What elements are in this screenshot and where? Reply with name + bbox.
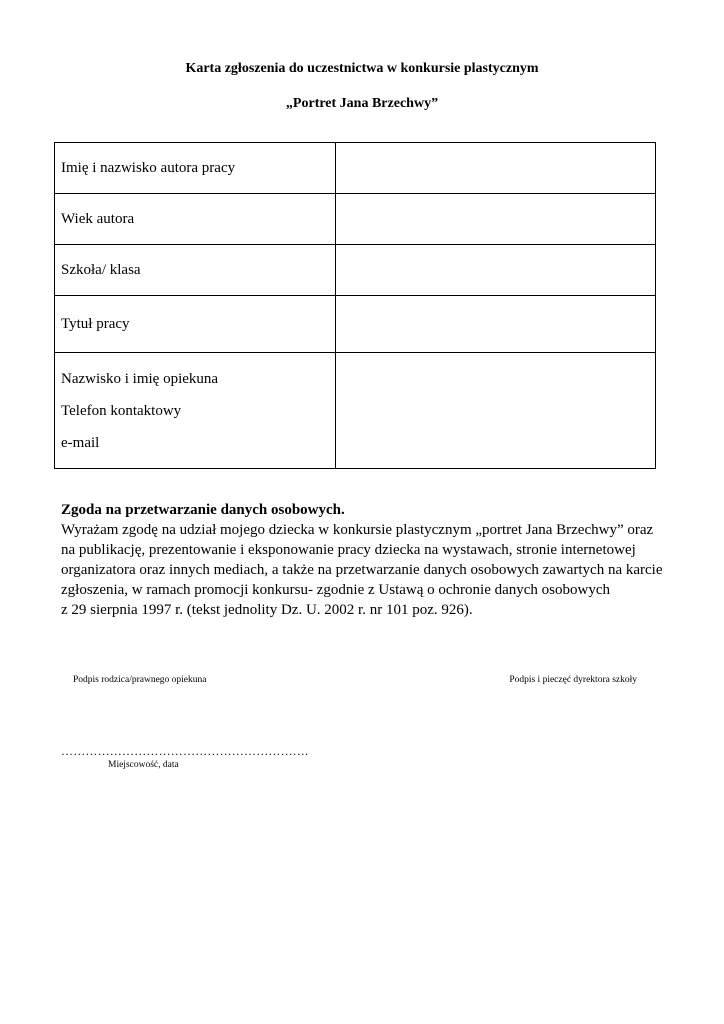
consent-text-line: na publikację, prezentowanie i eksponowanie pracy dziecka na wystawach, stronie internetowej — [61, 542, 636, 558]
phone-label: Telefon kontaktowy — [61, 402, 182, 419]
author-name-label: Imię i nazwisko autora pracy — [55, 143, 336, 194]
parent-signature-label: Podpis rodzica/prawnego opiekuna — [73, 675, 207, 685]
email-label: e-mail — [61, 434, 100, 451]
guardian-contact-labels — [55, 353, 336, 469]
consent-text-line: zgłoszenia, w ramach promocji konkursu- zgodnie z Ustawą o ochronie danych osobowych — [61, 582, 611, 598]
consent-text-line: Wyrażam zgodę na udział mojego dziecka w konkursie plastycznym „portret Jana Brzechwy” oraz — [61, 522, 654, 538]
contest-name: „Portret Jana Brzechwy” — [285, 96, 439, 111]
table-row — [55, 194, 656, 245]
work-title-label: Tytuł pracy — [55, 296, 336, 353]
table-row — [55, 296, 656, 353]
page-title: Karta zgłoszenia do uczestnictwa w konkursie plastycznym — [185, 61, 539, 76]
author-name-field[interactable] — [335, 143, 655, 194]
place-date-label: Miejscowość, data — [108, 760, 179, 770]
consent-heading: Zgoda na przetwarzanie danych osobowych. — [61, 502, 345, 518]
table-row — [55, 353, 656, 469]
author-age-field[interactable] — [335, 194, 655, 245]
place-date-line: ……………………………………………………. — [61, 744, 309, 758]
work-title-field[interactable] — [335, 296, 655, 353]
table-row — [55, 143, 656, 194]
consent-section — [61, 500, 661, 620]
guardian-name-label: Nazwisko i imię opiekuna — [61, 370, 219, 387]
director-signature-label: Podpis i pieczęć dyrektora szkoły — [509, 675, 637, 685]
consent-text-line: z 29 sierpnia 1997 r. (tekst jednolity Dz. U. 2002 r. nr 101 poz. 926). — [61, 602, 473, 618]
author-age-label: Wiek autora — [55, 194, 336, 245]
application-form-table — [54, 142, 656, 469]
school-class-label: Szkoła/ klasa — [55, 245, 336, 296]
table-row — [55, 245, 656, 296]
guardian-contact-field[interactable] — [335, 353, 655, 469]
school-class-field[interactable] — [335, 245, 655, 296]
consent-text-line: organizatora oraz innych mediach, a także na przetwarzanie danych osobowych zawartych na karcie — [61, 562, 663, 578]
